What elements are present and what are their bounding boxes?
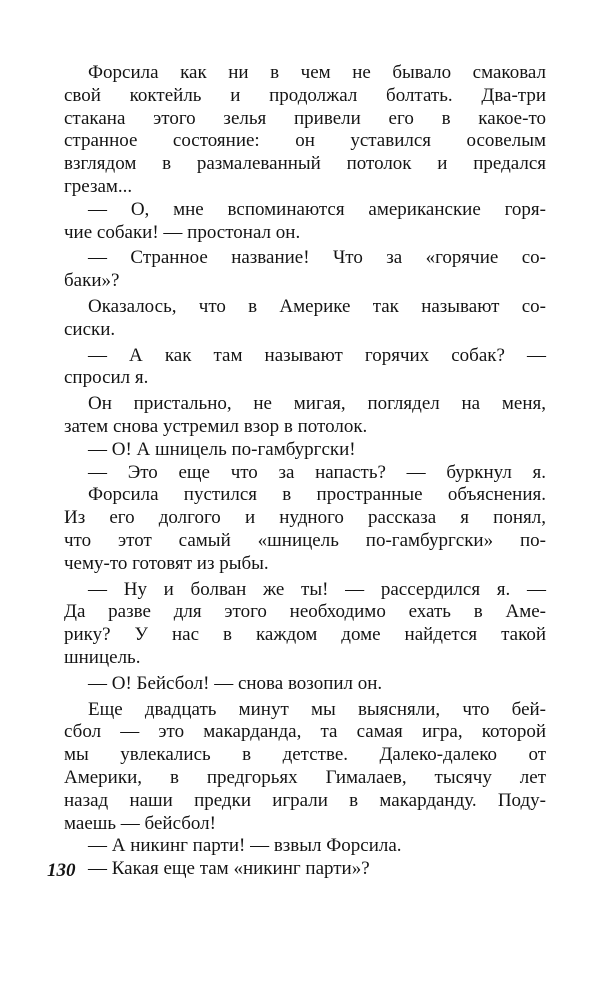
paragraph: [64, 199, 546, 245]
text-line: назад наши предки играли в макарданду. Поду-: [64, 789, 546, 811]
text-line: — Ну и болван же ты! — рассердился я. —: [88, 578, 546, 600]
text-line: Оказалось, что в Америке так называют со-: [88, 295, 546, 317]
text-line: рику? У нас в каждом доме найдется такой: [64, 624, 546, 646]
text-line: маешь — бейсбол!: [64, 812, 216, 834]
page-number: 130: [47, 860, 76, 881]
text-line: — О! Бейсбол! — снова возопил он.: [88, 672, 383, 694]
text-line: шницель.: [64, 646, 141, 668]
paragraph: [64, 247, 546, 293]
text-line: свой коктейль и продолжал болтать. Два-три: [64, 84, 546, 106]
text-line: — А никинг парти! — взвыл Форсила.: [88, 835, 402, 857]
text-line: Форсила как ни в чем не бывало смаковал: [88, 62, 546, 83]
paragraph: [64, 393, 546, 439]
paragraph: [64, 835, 546, 858]
text-line: что этот самый «шницель по-гамбургски» по-: [64, 529, 546, 551]
text-line: — Это еще что за напасть? — буркнул я.: [88, 461, 546, 483]
text-line: грезам...: [64, 175, 133, 197]
text-line: Он пристально, не мигая, поглядел на меня,: [88, 393, 546, 415]
paragraph: [64, 484, 546, 575]
text-line: Да разве для этого необходимо ехать в Аме-: [64, 601, 546, 623]
book-page-text: [64, 62, 546, 881]
text-line: Из его долгого и нудного рассказа я понял,: [64, 507, 546, 529]
paragraph: [64, 579, 546, 670]
text-line: — О, мне вспоминаются американские горя-: [88, 198, 546, 220]
text-line: сиски.: [64, 318, 116, 340]
text-line: баки»?: [64, 270, 120, 292]
text-line: чие собаки! — простонал он.: [64, 221, 301, 243]
paragraph: [64, 439, 546, 462]
text-line: мы увлекались в детстве. Далеко-далеко от: [64, 744, 546, 766]
text-line: стакана этого зелья привели его в какое-то: [64, 107, 546, 129]
text-line: — Странное название! Что за «горячие со-: [88, 247, 546, 269]
text-line: взглядом в размалеванный потолок и предался: [64, 153, 546, 175]
paragraph: [64, 858, 546, 881]
text-line: сбол — это макарданда, та самая игра, которой: [64, 721, 546, 743]
paragraph: [64, 462, 546, 485]
paragraph: [64, 673, 546, 696]
paragraph: [64, 62, 546, 199]
paragraph: [64, 699, 546, 836]
text-line: чему-то готовят из рыбы.: [64, 552, 269, 574]
text-line: Форсила пустился в пространные объяснения.: [88, 484, 546, 506]
paragraph: [64, 296, 546, 342]
text-line: — О! А шницель по-гамбургски!: [88, 438, 356, 460]
text-line: спросил я.: [64, 367, 149, 389]
text-line: затем снова устремил взор в потолок.: [64, 415, 368, 437]
text-line: Еще двадцать минут мы выясняли, что бей-: [88, 698, 546, 720]
text-line: Америки, в предгорьях Гималаев, тысячу лет: [64, 766, 546, 788]
text-line: — Какая еще там «никинг парти»?: [88, 858, 370, 880]
paragraph: [64, 345, 546, 391]
text-line: — А как там называют горячих собак? —: [88, 344, 546, 366]
text-line: странное состояние: он уставился осовелым: [64, 130, 546, 152]
